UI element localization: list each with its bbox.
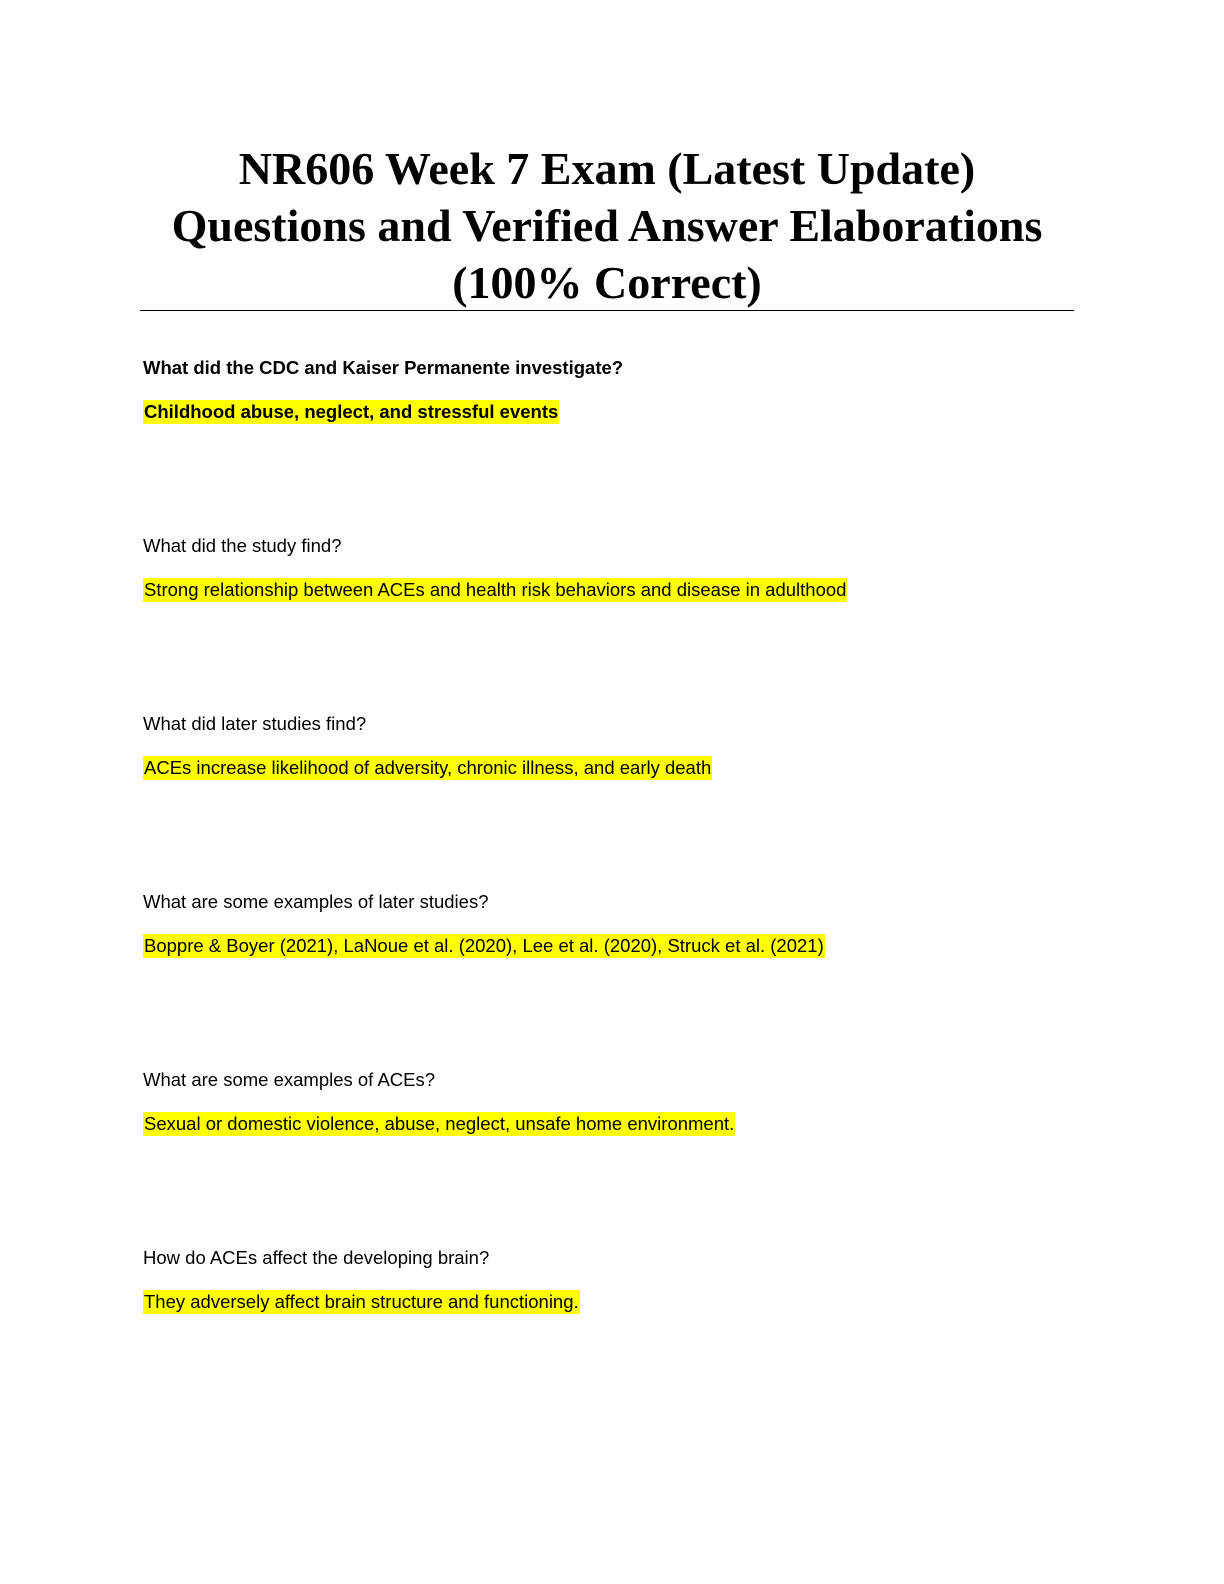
question-2-text: What did the study find? [143,535,342,556]
question-3-text: What did later studies find? [143,713,367,734]
document-title [140,140,1074,311]
answer-6 [143,1290,580,1314]
answer-5 [143,1112,735,1136]
answer-4-highlight: Boppre & Boyer (2021), LaNoue et al. (2020), Lee et al. (2020), Struck et al. (2021) [144,935,824,956]
answer-4 [143,934,825,958]
answer-1 [143,400,559,424]
answer-1-highlight: Childhood abuse, neglect, and stressful events [144,401,559,422]
answer-3-highlight: ACEs increase likelihood of adversity, chronic illness, and early death [144,757,712,778]
question-1 [143,356,623,380]
question-6-text: How do ACEs affect the developing brain? [143,1247,490,1268]
title-line-3: (100% Correct) [452,257,762,308]
answer-2-highlight: Strong relationship between ACEs and health risk behaviors and disease in adulthood [144,579,847,600]
answer-6-highlight: They adversely affect brain structure and functioning. [144,1291,579,1312]
question-2 [143,534,341,558]
question-5 [143,1068,435,1092]
answer-2 [143,578,847,602]
question-3 [143,712,366,736]
answer-5-highlight: Sexual or domestic violence, abuse, neglect, unsafe home environment. [144,1113,735,1134]
question-4 [143,890,489,914]
question-6 [143,1246,489,1270]
question-5-text: What are some examples of ACEs? [143,1069,436,1090]
question-1-text: What did the CDC and Kaiser Permanente investigate? [143,357,624,378]
answer-3 [143,756,712,780]
title-line-2: Questions and Verified Answer Elaborations [171,200,1043,251]
title-line-1: NR606 Week 7 Exam (Latest Update) [238,143,976,194]
title-underline-divider [140,310,1074,311]
question-4-text: What are some examples of later studies? [143,891,489,912]
